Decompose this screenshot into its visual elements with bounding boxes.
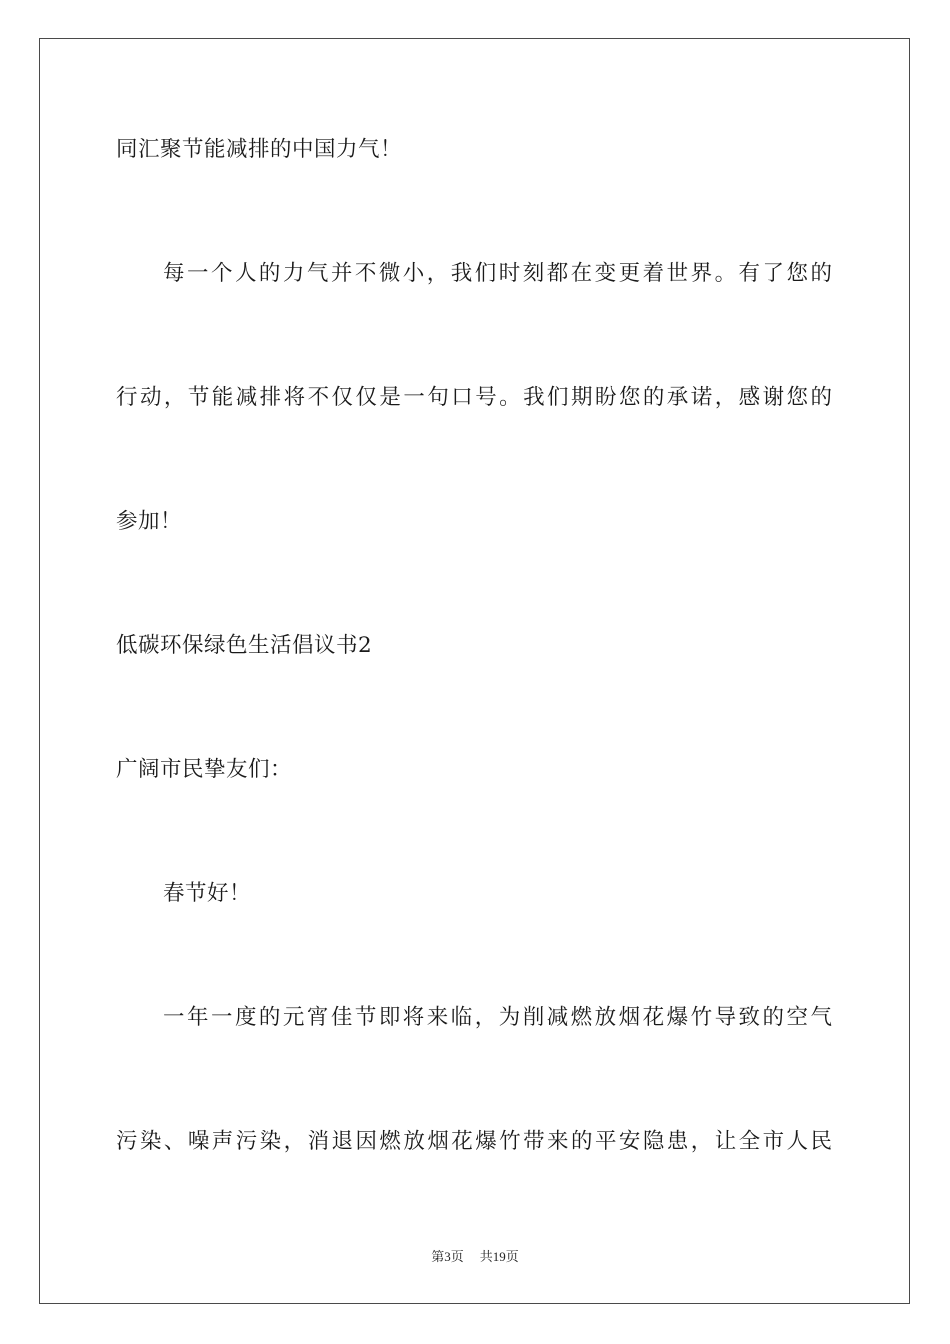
paragraph-line: 行动，节能减排将不仅仅是一句口号。我们期盼您的承诺，感谢您的	[116, 385, 832, 410]
salutation: 广阔市民挚友们：	[116, 757, 293, 782]
section-heading: 低碳环保绿色生活倡议书2	[116, 633, 373, 658]
greeting: 春节好！	[163, 881, 252, 906]
paragraph-line: 参加！	[116, 509, 183, 534]
paragraph-line: 每一个人的力气并不微小，我们时刻都在变更着世界。有了您的	[163, 261, 832, 286]
paragraph-line: 一年一度的元宵佳节即将来临，为削减燃放烟花爆竹导致的空气	[163, 1005, 832, 1030]
page-footer	[0, 1248, 950, 1266]
paragraph-line: 污染、噪声污染，消退因燃放烟花爆竹带来的平安隐患，让全市人民	[116, 1129, 832, 1154]
page-border	[39, 38, 910, 1304]
page-number: 第3页	[431, 1249, 464, 1264]
total-pages: 共19页	[479, 1249, 519, 1264]
paragraph-line: 同汇聚节能减排的中国力气！	[116, 137, 403, 162]
